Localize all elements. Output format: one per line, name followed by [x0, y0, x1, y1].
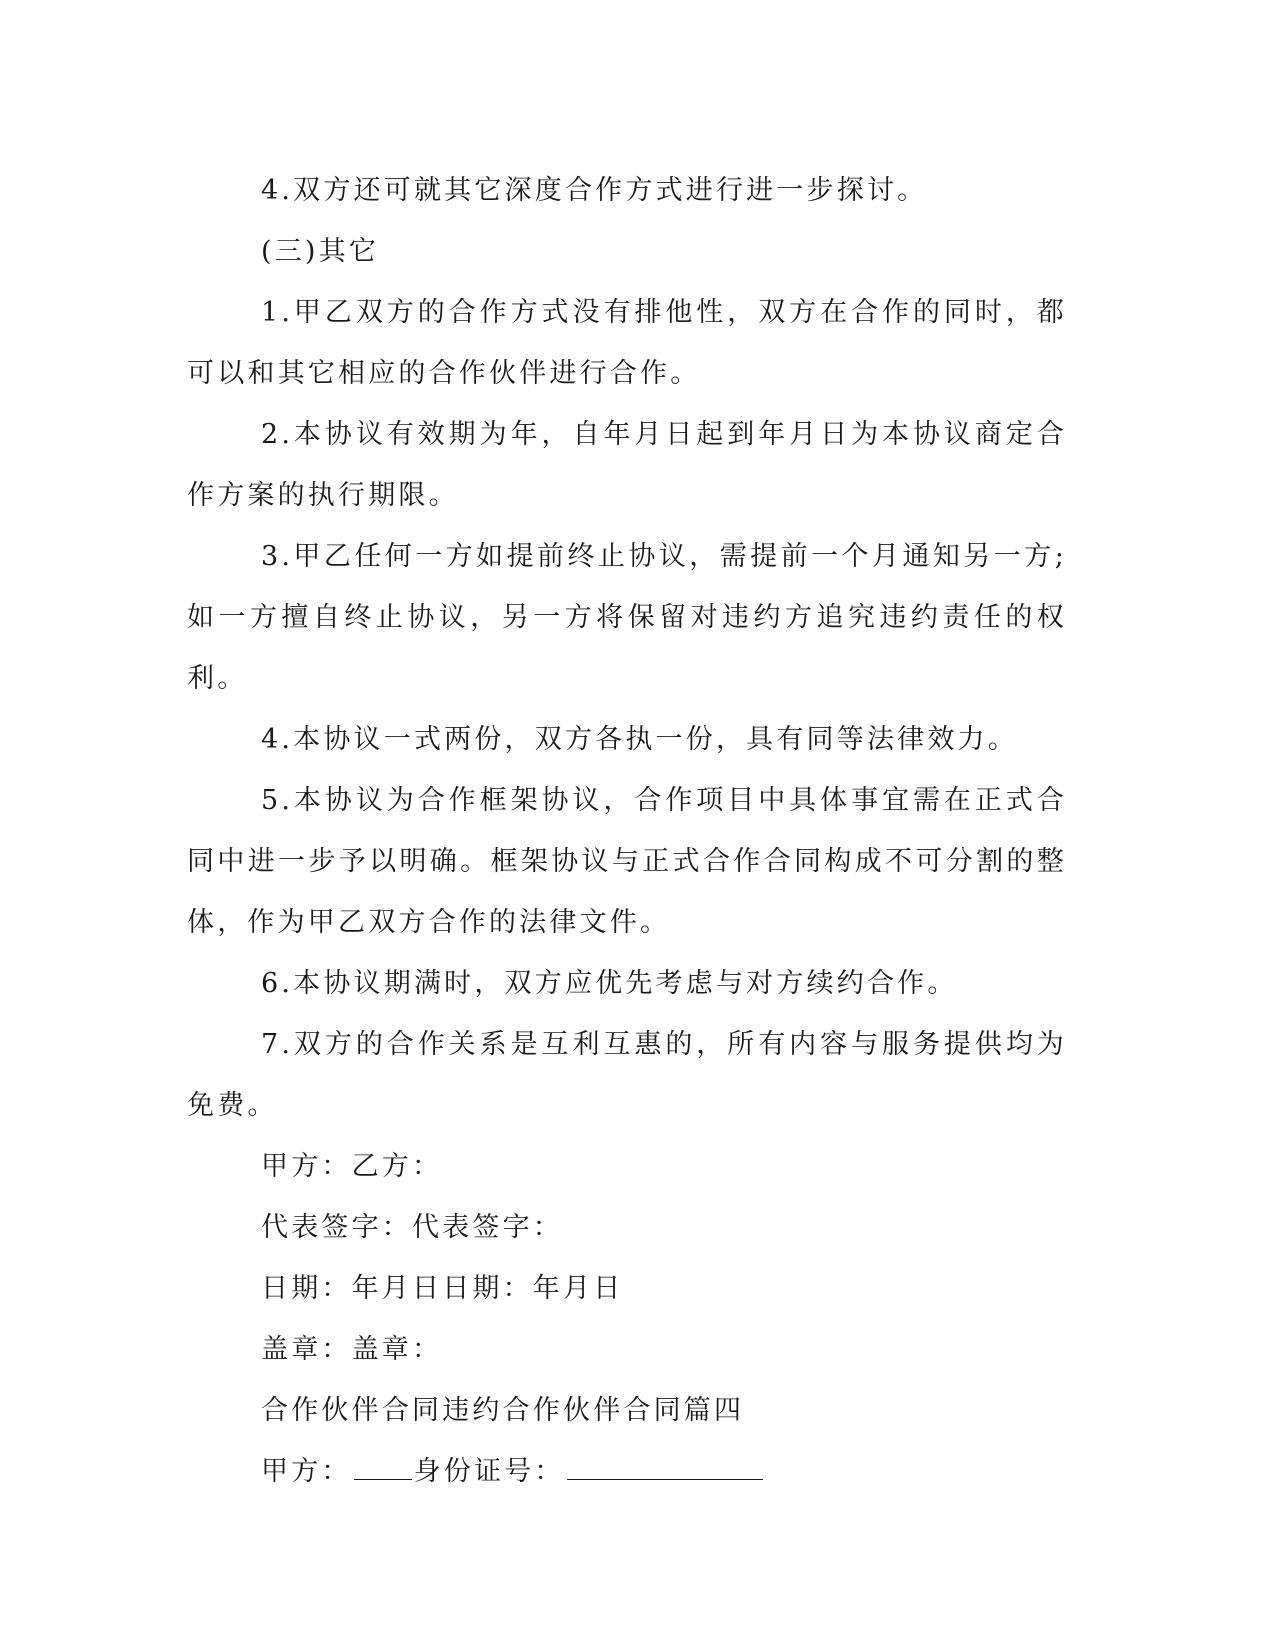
party-a-label: 甲方： [261, 1456, 352, 1487]
paragraph-clause-4-further-discussion: 4.双方还可就其它深度合作方式进行进一步探讨。 [261, 175, 928, 206]
section-heading-other: (三)其它 [261, 236, 380, 267]
paragraph-clause-3-termination: 3.甲乙任何一方如提前终止协议，需提前一个月通知另一方;如一方擅自终止协议，另一方将保留对违约方追究违约责任的权利。 [187, 541, 1067, 694]
party-a-line [187, 1441, 1067, 1502]
paragraph-clause-7-mutual-benefit: 7.双方的合作关系是互利互惠的，所有内容与服务提供均为免费。 [187, 1029, 1067, 1121]
signature-representatives: 代表签字：代表签字： [261, 1212, 563, 1243]
paragraph-clause-5-framework: 5.本协议为合作框架协议，合作项目中具体事宜需在正式合同中进一步予以明确。框架协议与正式合作合同构成不可分割的整体，作为甲乙双方合作的法律文件。 [187, 785, 1067, 938]
signature-parties: 甲方：乙方： [261, 1151, 443, 1182]
paragraph-clause-6-renewal: 6.本协议期满时，双方应优先考虑与对方续约合作。 [261, 968, 958, 999]
next-section-title: 合作伙伴合同违约合作伙伴合同篇四 [261, 1395, 745, 1426]
paragraph-clause-2-validity: 2.本协议有效期为年，自年月日起到年月日为本协议商定合作方案的执行期限。 [187, 419, 1067, 511]
document-body [187, 160, 1067, 1502]
id-number-label: 身份证号： [413, 1456, 565, 1487]
id-number-blank [567, 1453, 763, 1480]
signature-dates: 日期：年月日日期：年月日 [261, 1273, 624, 1304]
paragraph-clause-4-copies: 4.本协议一式两份，双方各执一份，具有同等法律效力。 [261, 724, 1018, 755]
signature-seals: 盖章：盖章： [261, 1334, 443, 1365]
paragraph-clause-1-non-exclusive: 1.甲乙双方的合作方式没有排他性，双方在合作的同时，都可以和其它相应的合作伙伴进行合作。 [187, 297, 1067, 389]
party-a-name-blank [354, 1453, 412, 1480]
